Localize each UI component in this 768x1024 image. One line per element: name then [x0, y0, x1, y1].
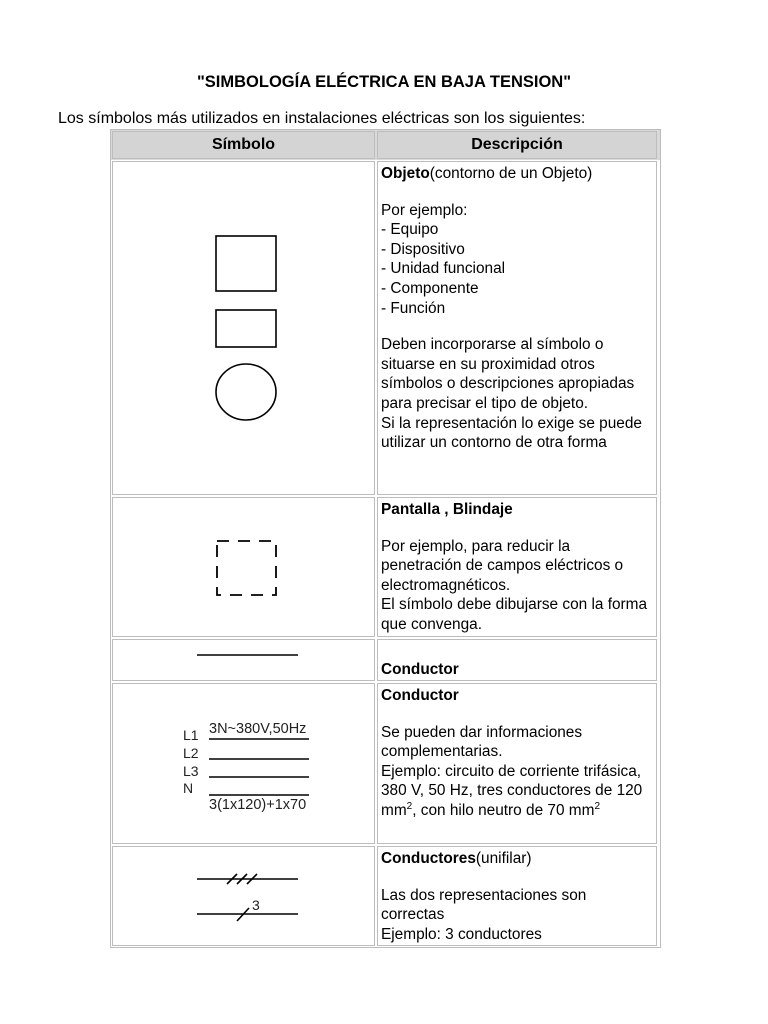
description-cell [377, 497, 657, 637]
conductor-count-label: 3 [252, 897, 260, 913]
symbol-cell [112, 639, 375, 681]
label-l1: L1 [183, 727, 199, 743]
intro-text: Los símbolos más utilizados en instalaciones eléctricas son los siguientes: [58, 110, 586, 127]
label-l2: L2 [183, 745, 199, 761]
row-body: Por ejemplo, para reducir la penetración de campos eléctricos o electromagnéticos. [381, 537, 624, 594]
description-cell [377, 639, 657, 681]
row-title: Objeto [381, 165, 430, 182]
description-cell [377, 683, 657, 844]
row-body-2: Si la representación lo exige se puede utilizar un contorno de otra forma [381, 414, 642, 452]
unifilar-conductors-icon [113, 847, 374, 947]
example-intro: Por ejemplo: [381, 201, 468, 219]
row-body-2: El símbolo debe dibujarse con la forma que convenga. [381, 596, 648, 633]
label-section: 3(1x120)+1x70 [209, 797, 307, 813]
conductor-line-icon [113, 640, 374, 682]
label-n: N [183, 780, 194, 796]
header-description: Descripción [377, 131, 657, 159]
table-row [111, 682, 660, 845]
row-title-suffix: (contorno de un Objeto) [429, 165, 593, 182]
dashed-square-icon [113, 498, 374, 638]
table-row [111, 496, 660, 638]
symbol-cell [112, 683, 375, 844]
table-header [111, 130, 660, 160]
label-l3: L3 [183, 763, 199, 779]
page-title: "SIMBOLOGÍA ELÉCTRICA EN BAJA TENSION" [196, 73, 572, 91]
row-body-2: Ejemplo: circuito de corriente trifásica, 380 V, 50 Hz, tres conductores de 120 $mm^2$, con hilo neutro de 70 $mm^2$ [381, 762, 643, 819]
table-row [111, 845, 660, 947]
label-supply: 3N~380V,50Hz [209, 721, 307, 737]
list-item: - Equipo [381, 221, 439, 239]
symbol-cell [112, 497, 375, 637]
header-symbol: Símbolo [112, 131, 375, 159]
symbol-cell [112, 846, 375, 946]
row-body: Se pueden dar informaciones complementarias. [381, 723, 583, 761]
symbol-cell [112, 161, 375, 495]
table-row [111, 160, 660, 496]
row-title: Conductores [381, 850, 476, 867]
three-phase-conductors-icon [113, 684, 374, 845]
row-title: Pantalla , Blindaje [381, 501, 513, 518]
row-title: Conductor [381, 661, 459, 678]
list-item: - Componente [381, 279, 479, 297]
list-item: - Dispositivo [381, 240, 465, 258]
table-row [111, 638, 660, 682]
row-title: Conductor [381, 687, 459, 704]
list-item: - Unidad funcional [381, 260, 506, 278]
row-body-2: Ejemplo: 3 conductores [381, 925, 542, 943]
description-cell [377, 161, 657, 495]
object-outline-icons [113, 162, 374, 496]
symbols-table [110, 129, 661, 948]
row-body: Deben incorporarse al símbolo o situarse en su proximidad otros símbolos o descripciones apropiadas para precisar el tipo de objeto. [381, 336, 635, 412]
list-item: - Función [381, 299, 446, 317]
row-title-suffix: (unifilar) [475, 850, 532, 867]
description-cell [377, 846, 657, 946]
row-body: Las dos representaciones son correctas [381, 886, 587, 924]
